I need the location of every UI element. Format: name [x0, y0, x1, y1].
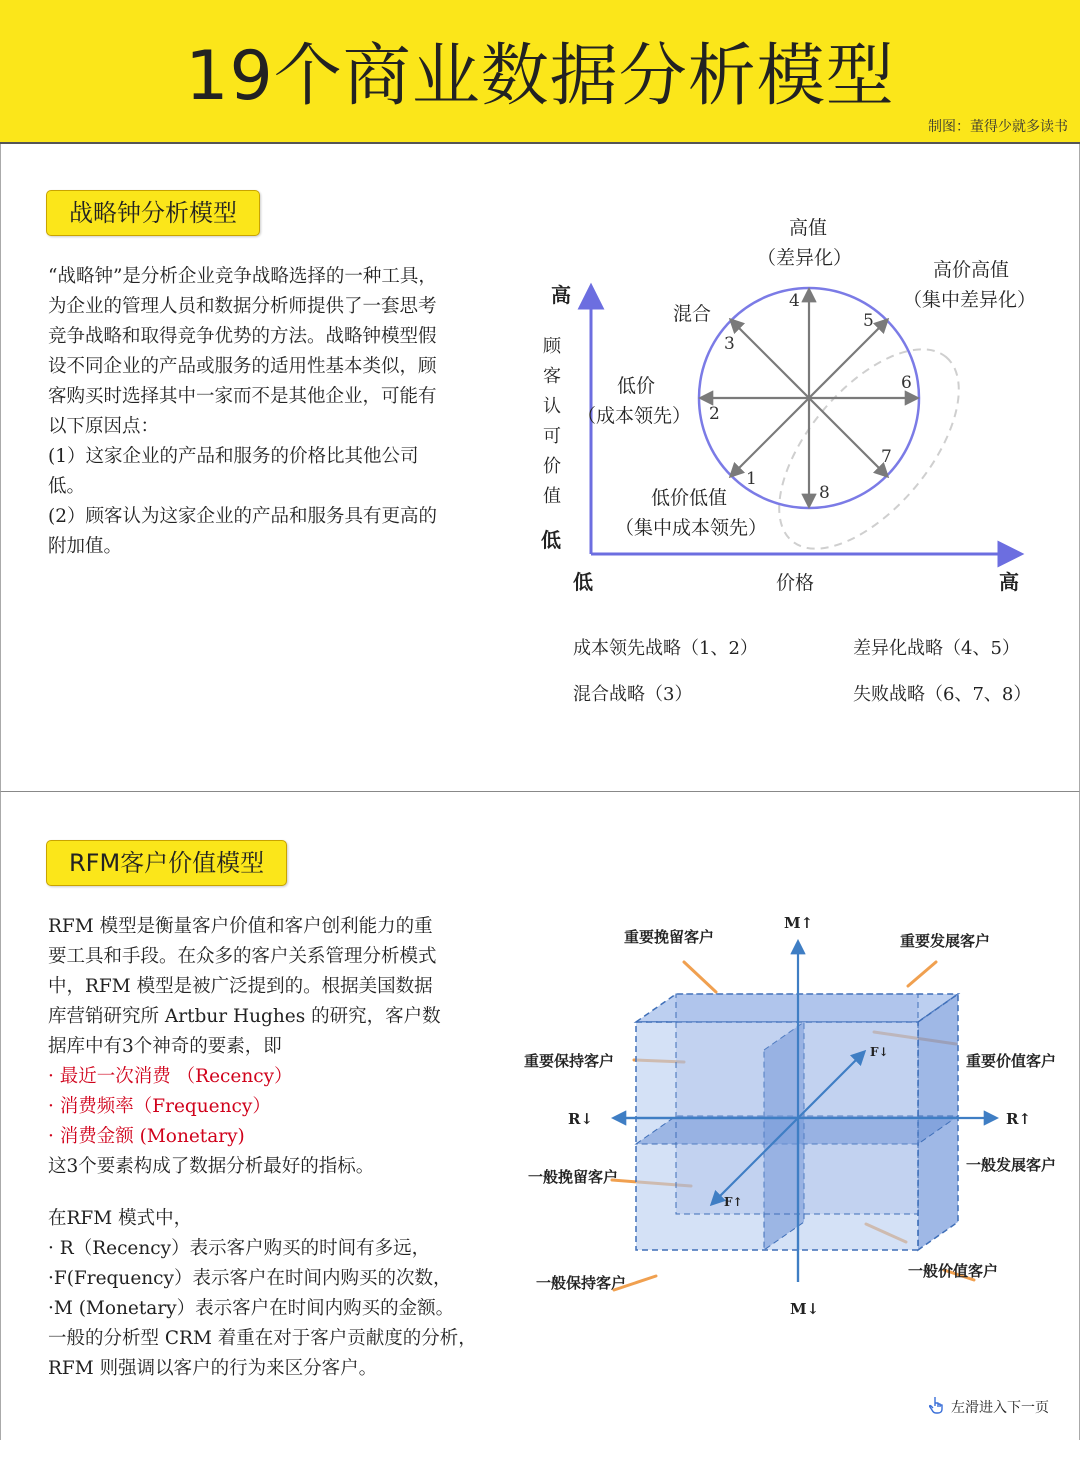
segment-general-retain: 一般挽留客户	[528, 1168, 619, 1186]
r-down-label: R↓	[568, 1110, 594, 1128]
y-axis-label	[543, 336, 562, 507]
page-title: 19个商业数据分析模型	[185, 37, 895, 116]
clock-arrows	[701, 290, 917, 506]
paragraph-line: 低。	[48, 476, 86, 497]
intro-line: 库营销研究所 Artbur Hughes 的研究，客户数	[48, 1006, 441, 1027]
paragraph-line: 竞争战略和取得竞争优势的方法。战略钟模型假	[48, 326, 437, 347]
y-axis-label-char: 值	[543, 486, 561, 507]
strategy-differentiation: 差异化战略（4、5）	[853, 638, 1020, 659]
intro-line: RFM 模型是衡量客户价值和客户创利能力的重	[48, 916, 433, 937]
y-axis-label-char: 客	[543, 366, 561, 387]
f-up-label: F↑	[724, 1195, 743, 1209]
strategy-clock-diagram	[521, 144, 1080, 784]
mode-line: RFM 则强调以客户的行为来区分客户。	[48, 1358, 378, 1379]
paragraph-line: (2）顾客认为这家企业的产品和服务具有更高的	[48, 506, 437, 527]
credit-text: 制图：董得少就多读书	[928, 119, 1068, 135]
paragraph-line: 以下原因点：	[48, 416, 160, 437]
position-5: 5	[863, 311, 874, 331]
paragraph-line: 为企业的管理人员和数据分析师提供了一套思考	[48, 296, 437, 317]
x-axis-high: 高	[999, 570, 1019, 594]
m-down-label: M↓	[790, 1300, 820, 1318]
bullet-recency: · 最近一次消费 （Recency）	[48, 1066, 293, 1087]
arrow-1	[731, 398, 809, 476]
failure-zone-ellipse	[746, 319, 992, 580]
paragraph-line: “战略钟”是分析企业竞争战略选择的一种工具，	[48, 266, 437, 287]
y-axis-label-char: 价	[543, 456, 561, 477]
x-axis-label: 价格	[776, 572, 815, 594]
segment-general-value: 一般价值客户	[908, 1262, 999, 1280]
intro-line: 中，RFM 模型是被广泛提到的。根据美国数据	[48, 976, 433, 997]
mode-line: 一般的分析型 CRM 着重在对于客户贡献度的分析，	[48, 1328, 477, 1349]
mode-line: ·F(Frequency）表示客户在时间内购买的次数，	[48, 1268, 452, 1289]
label-hybrid: 混合	[673, 303, 712, 325]
region-labels	[577, 217, 1036, 539]
paragraph-line: (1）这家企业的产品和服务的价格比其他公司	[48, 446, 419, 467]
position-4: 4	[789, 291, 800, 311]
paragraph-line: 设不同企业的产品或服务的适用性基本类似，顾	[48, 356, 437, 377]
label-low-price: 低价	[617, 375, 656, 397]
y-axis-label-char: 顾	[543, 336, 561, 357]
label-cost-leadership: （成本领先）	[577, 405, 692, 427]
y-axis-high: 高	[551, 283, 571, 307]
r-up-label: R↑	[1006, 1110, 1032, 1128]
y-axis-label-char: 认	[543, 396, 561, 417]
rfm-cube-diagram	[516, 902, 1076, 1462]
mode-line: 在RFM 模式中，	[48, 1208, 193, 1229]
swipe-hint-text: 左滑进入下一页	[951, 1400, 1049, 1416]
arrow-7	[809, 398, 887, 476]
swipe-hint	[929, 1396, 1049, 1418]
x-axis-low: 低	[573, 570, 593, 594]
strategy-hybrid: 混合战略（3）	[573, 684, 693, 705]
label-low-price-value: 低价低值	[651, 487, 728, 509]
section-tag-strategy-clock: 战略钟分析模型	[46, 190, 260, 236]
strategy-legend	[573, 638, 1031, 705]
strategy-cost-leader: 成本领先战略（1、2）	[573, 638, 758, 659]
bullet-monetary: · 消费金额 (Monetary)	[48, 1126, 245, 1147]
segment-important-keep: 重要保持客户	[524, 1052, 615, 1070]
mode-line: ·M (Monetary）表示客户在时间内购买的金额。	[48, 1298, 455, 1319]
segment-general-develop: 一般发展客户	[966, 1156, 1057, 1174]
summary-line: 这3个要素构成了数据分析最好的指标。	[48, 1156, 375, 1177]
rfm-section	[0, 792, 1080, 1440]
intro-line: 要工具和手段。在众多的客户关系管理分析模式	[48, 946, 437, 967]
position-8: 8	[819, 483, 830, 503]
m-up-label: M↑	[784, 914, 814, 932]
strategy-failure: 失败战略（6、7、8）	[853, 684, 1032, 705]
label-high-price-value: 高价高值	[933, 259, 1010, 281]
f-down-label: F↓	[870, 1045, 889, 1059]
header-banner	[0, 0, 1080, 144]
paragraph-line: 客购买时选择其中一家而不是其他企业，可能有	[48, 386, 437, 407]
bullet-frequency: · 消费频率（Frequency）	[48, 1096, 271, 1117]
hand-pointer-icon	[929, 1396, 945, 1418]
segment-important-develop: 重要发展客户	[900, 932, 991, 950]
arrow-5	[809, 320, 887, 398]
mode-line: · R（Recency）表示客户购买的时间有多远，	[48, 1238, 431, 1259]
section-tag-rfm: RFM客户价值模型	[46, 840, 287, 886]
segment-important-value: 重要价值客户	[966, 1052, 1057, 1070]
y-axis-label-char: 可	[543, 426, 561, 447]
strategy-clock-description	[48, 262, 508, 562]
intro-line: 据库中有3个神奇的要素，即	[48, 1036, 282, 1057]
position-7: 7	[881, 447, 892, 467]
position-3: 3	[724, 334, 735, 354]
strategy-clock-section	[0, 144, 1080, 792]
arrow-3	[731, 320, 809, 398]
paragraph-line: 附加值。	[48, 536, 123, 557]
position-6: 6	[901, 373, 912, 393]
y-axis-low: 低	[541, 528, 561, 552]
position-1: 1	[746, 469, 757, 489]
segment-general-keep: 一般保持客户	[536, 1274, 627, 1292]
rfm-description	[48, 912, 518, 1384]
segment-important-retain: 重要挽留客户	[624, 928, 715, 946]
label-high-value: 高值	[789, 217, 828, 239]
label-differentiation: （差异化）	[757, 247, 853, 269]
position-2: 2	[709, 404, 720, 424]
label-focus-cost-leadership: （集中成本领先）	[615, 517, 768, 539]
label-focus-differentiation: （集中差异化）	[903, 289, 1037, 311]
